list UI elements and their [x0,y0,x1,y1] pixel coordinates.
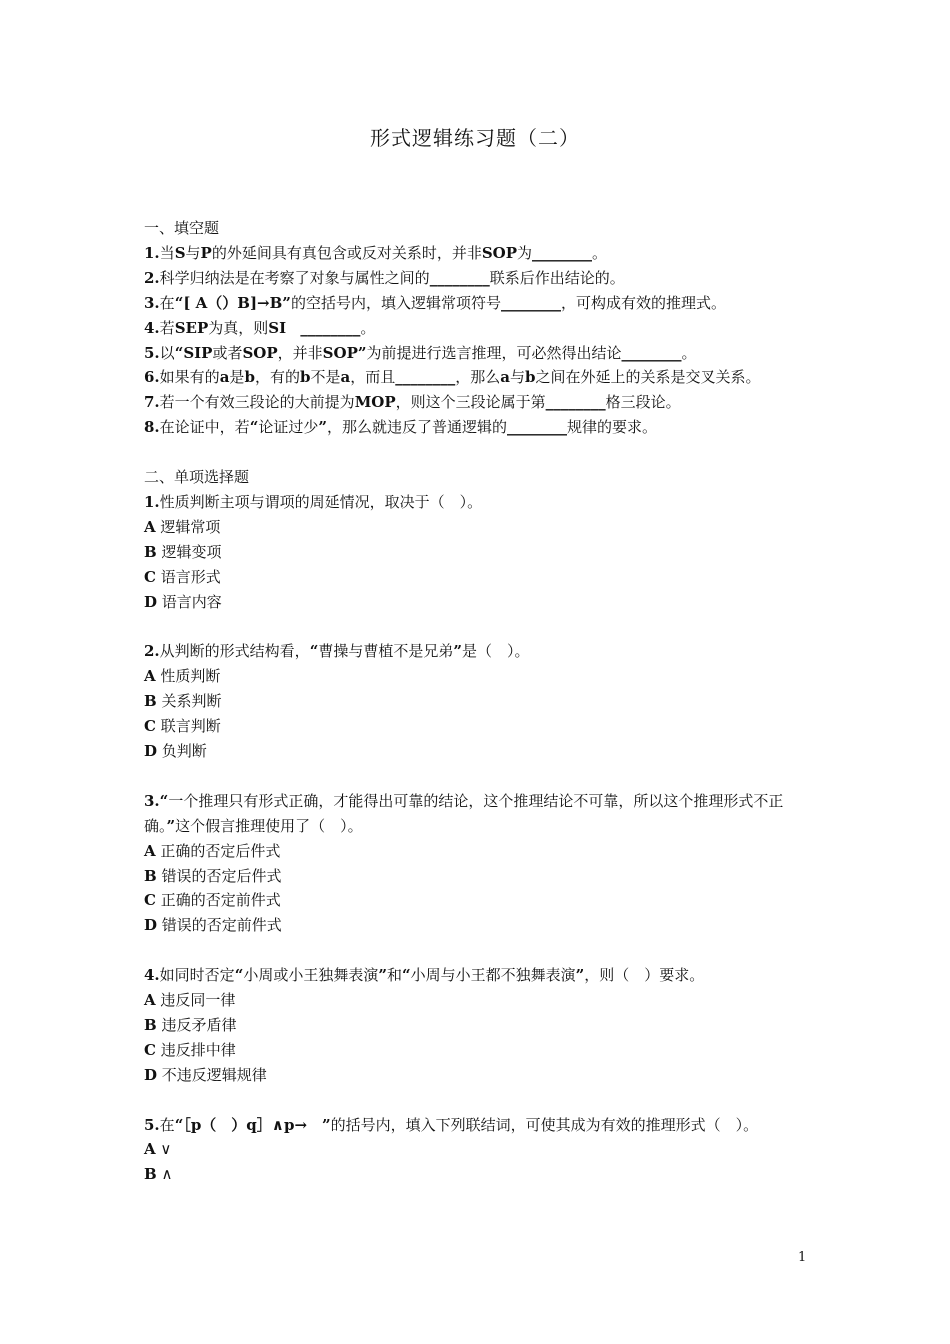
option: B 关系判断 [144,692,222,711]
item-number: 5. [144,1115,160,1134]
spacer [144,764,810,789]
option: D 错误的否定前件式 [144,916,282,935]
item-number: 1. [144,243,160,262]
item-number: 7. [144,393,160,412]
option: D 语言内容 [144,592,222,611]
fill-item-3: 3.在“[ A（）B]→B”的空括号内，填入逻辑常项符号________，可构成有效的推理式。 [144,293,726,312]
option: A 性质判断 [144,667,221,686]
option: D 不违反逻辑规律 [144,1065,267,1084]
question-2: 2.从判断的形式结构看，“曹操与曹植不是兄弟”是（ ）。 [144,642,530,661]
option: B 错误的否定后件式 [144,866,282,885]
spacer [144,1088,810,1113]
item-number: 2. [144,268,160,287]
question-3: 3.“一个推理只有形式正确，才能得出可靠的结论，这个推理结论不可靠，所以这个推理形式不正确。”这个假言推理使用了（ ）。 [144,791,784,835]
option: C 语言形式 [144,567,221,586]
question-1: 1.性质判断主项与谓项的周延情况，取决于（ ）。 [144,492,483,511]
item-number: 4. [144,966,160,985]
answer-blank: ________ [500,293,561,312]
answer-blank: ________ [429,268,490,287]
item-number: 2. [144,642,160,661]
option: A 逻辑常项 [144,517,221,536]
question-5: 5.在“［p（ ）q］∧p→ ”的括号内，填入下列联结词，可使其成为有效的推理形式（ ）。 [144,1115,759,1134]
question-4: 4.如同时否定“小周或小王独舞表演”和“小周与小王都不独舞表演”，则（ ）要求。 [144,966,705,985]
option: A 违反同一律 [144,991,236,1010]
fill-item-2: 2.科学归纳法是在考察了对象与属性之间的________联系后作出结论的。 [144,268,625,287]
fill-item-5: 5.以“SIP或者SOP，并非SOP”为前提进行选言推理，可必然得出结论________。 [144,343,697,362]
fill-item-4: 4.若SEP为真，则SI ________。 [144,318,376,337]
page-title: 形式逻辑练习题（二） [370,126,580,150]
document-body [144,216,810,1187]
item-number: 1. [144,492,160,511]
item-number: 3. [144,293,160,312]
answer-blank: ________ [545,393,606,412]
option: C 正确的否定前件式 [144,891,281,910]
answer-blank: ________ [532,243,593,262]
option: D 负判断 [144,742,207,760]
item-number: 8. [144,418,160,437]
fill-item-8: 8.在论证中，若“论证过少”，那么就违反了普通逻辑的________规律的要求。 [144,418,658,437]
item-number: 6. [144,368,160,387]
item-number: 5. [144,343,160,362]
option: B 违反矛盾律 [144,1015,237,1034]
section-heading-single-choice: 二、单项选择题 [144,468,250,487]
spacer [144,938,810,963]
answer-blank: ________ [300,318,361,337]
section-heading-fill-blank: 一、填空题 [144,219,220,237]
option: C 违反排中律 [144,1040,236,1059]
answer-blank: ________ [395,368,456,387]
option: A 正确的否定后件式 [144,841,281,860]
fill-item-7: 7.若一个有效三段论的大前提为MOP，则这个三段论属于第________格三段论。 [144,393,681,412]
item-number: 4. [144,318,160,337]
fill-item-6: 6.如果有的a是b，有的b不是a，而且________，那么a与b之间在外延上的关系是交叉关系。 [144,368,761,387]
answer-blank: ________ [621,343,682,362]
option: C 联言判断 [144,717,221,736]
page-number: 1 [798,1250,807,1265]
option: B ∧ [144,1165,173,1184]
item-number: 3. [144,791,160,810]
answer-blank: ________ [507,418,567,437]
fill-item-1: 1.当S与P的外延间具有真包含或反对关系时，并非SOP为________。 [144,243,608,262]
spacer [144,440,810,465]
option: B 逻辑变项 [144,542,222,561]
option: A ∨ [144,1140,172,1159]
spacer [144,614,810,639]
